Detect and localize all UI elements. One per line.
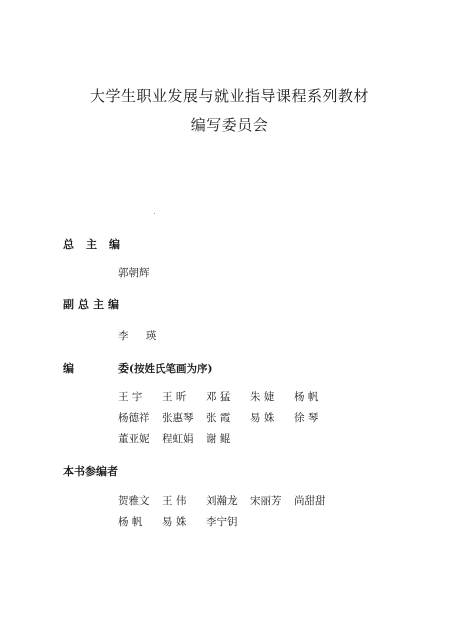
person-name: 刘瀚龙: [206, 495, 238, 507]
names-row: [118, 410, 338, 423]
person-name: 杨德祥: [118, 412, 150, 424]
page-speck: [154, 213, 155, 214]
person-name: 张 霞: [206, 412, 231, 424]
person-name: 易 姝: [162, 516, 187, 528]
committee-title: 编写委员会: [190, 116, 269, 134]
title-block: [0, 86, 459, 135]
book-editors-names: [118, 493, 338, 535]
chief-editor-names: [118, 265, 150, 286]
person-name: 易 姝: [250, 412, 275, 424]
person-name: 李宁钥: [206, 516, 238, 528]
label-char: 委: [118, 362, 129, 375]
person-name: 贺雅文: [118, 495, 150, 507]
label-char: 副: [63, 298, 74, 311]
person-name: 张惠琴: [162, 412, 194, 424]
series-title: 大学生职业发展与就业指导课程系列教材: [89, 87, 369, 105]
deputy-chief-editor-names: [118, 328, 163, 349]
chief-editor-label: [63, 236, 132, 252]
person-name: 杨 帆: [118, 516, 143, 528]
label-char: 编: [108, 298, 119, 311]
label-char: 编: [109, 238, 120, 251]
person-name: 王 宇: [118, 391, 143, 403]
person-name: 董亚妮: [118, 433, 150, 445]
person-name: 朱 婕: [250, 391, 275, 403]
person-name: 郭朝辉: [118, 267, 150, 279]
members-label: [63, 360, 74, 376]
label-char: 主: [93, 298, 104, 311]
person-name: 杨 帆: [294, 391, 319, 403]
names-row: [118, 389, 338, 402]
person-name: 谢 鲲: [206, 433, 231, 445]
ordering-note: (按姓氏笔画为序): [129, 363, 213, 375]
label-char: 编: [63, 362, 74, 375]
person-name: 李 瑛: [118, 330, 164, 342]
person-name: 徐 琴: [294, 412, 319, 424]
names-row: [118, 431, 338, 444]
members-label-second: [118, 360, 212, 376]
label-char: 总: [78, 298, 89, 311]
deputy-chief-editor-label: [63, 296, 123, 312]
person-name: 王 伟: [162, 495, 187, 507]
book-editors-label: 本书参编者: [63, 465, 118, 478]
members-names: [118, 389, 338, 452]
person-name: 程虹娟: [162, 433, 194, 445]
label-char: 总: [63, 238, 74, 251]
label-char: 主: [86, 238, 97, 251]
person-name: 邓 猛: [206, 391, 231, 403]
person-name: 宋丽芳: [250, 495, 282, 507]
person-name: 尚甜甜: [294, 495, 326, 507]
person-name: 王 昕: [162, 391, 187, 403]
names-row: [118, 514, 338, 527]
names-row: [118, 493, 338, 506]
